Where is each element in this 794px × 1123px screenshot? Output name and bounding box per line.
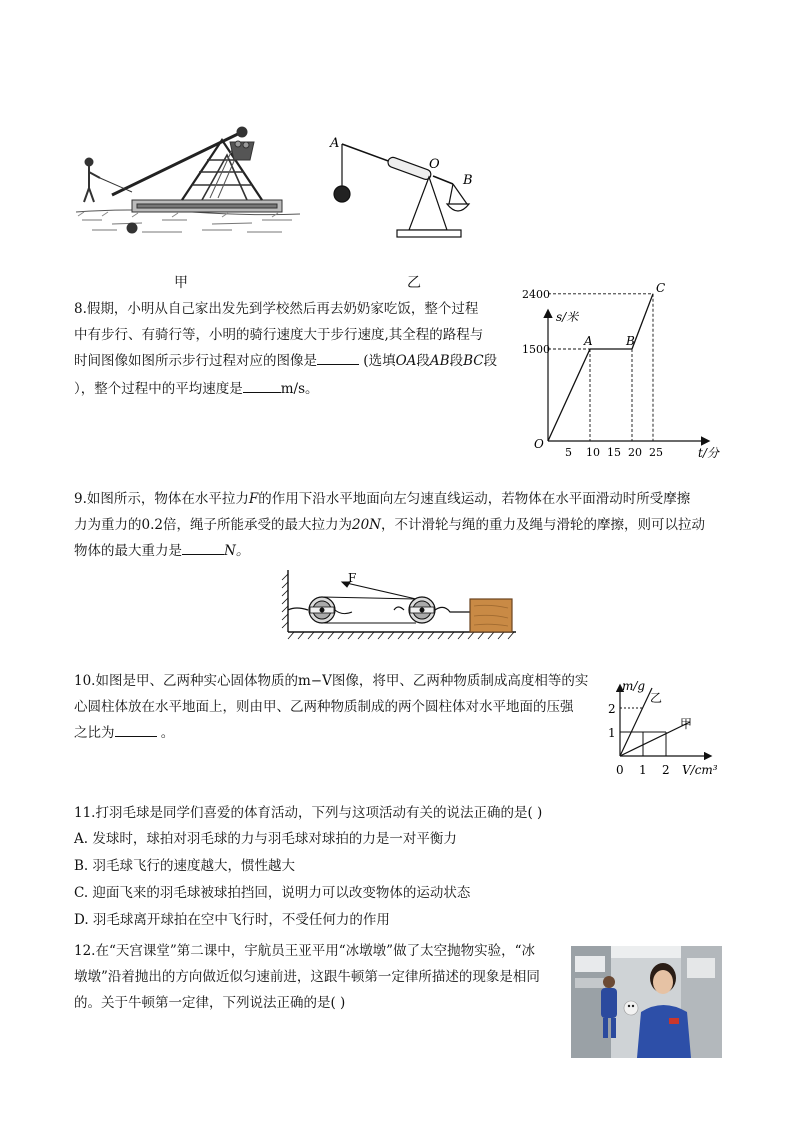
y-tick-label: 2400 [522,287,550,301]
pulley-diagram [280,568,520,644]
q12-line1: 12.在“天宫课堂”第二课中，宇航员王亚平用“冰墩墩”做了太空抛物实验，“冰 [74,943,535,959]
point-label: B [626,334,635,348]
label-b: B [463,173,473,188]
q12-line3: 的。关于牛顿第一定律，下列说法正确的是( ) [74,995,346,1011]
x-tick: 1 [639,763,647,777]
y-axis-title: s/米 [556,310,579,324]
q11-option-b[interactable]: B. 羽毛球飞行的速度越大，惯性越大 [74,858,296,874]
q11-stem: 11.打羽毛球是同学们喜爱的体育活动，下列与这项活动有关的说法正确的是( ) [74,805,543,821]
origin-label: O [534,437,544,451]
lever-diagram [325,132,480,244]
caption-yi: 乙 [407,275,421,291]
q10-line3: 之比为 。 [74,720,174,746]
series-segment [548,349,590,441]
answer-blank[interactable] [243,378,281,393]
answer-blank[interactable] [115,722,157,737]
x-tick-label: 25 [649,446,663,459]
x-axis-title: t/分 [698,446,719,460]
label-a: A [330,136,340,151]
x-axis-title: V/cm³ [682,763,718,777]
series-segment [632,294,653,349]
force-label: F [348,571,357,585]
x-tick: 2 [662,763,670,777]
point-label: A [584,334,593,348]
label-o: O [429,157,440,172]
q9-line3: 物体的最大重力是 N。 [74,538,249,564]
q8-line1: 8.假期，小明从自己家出发先到学校然后再去奶奶家吃饭，整个过程 [74,301,479,317]
caption-jia: 甲 [174,275,188,291]
q8-line3: 时间图像如图所示步行过程对应的图像是 (选填OA段AB段BC段 [74,348,497,374]
q11-option-a[interactable]: A. 发球时，球拍对羽毛球的力与羽毛球对球拍的力是一对平衡力 [74,831,457,847]
catapult-illustration [72,120,302,240]
y-axis-title: m/g [622,679,646,693]
answer-blank[interactable] [182,540,224,555]
q10-line1: 10.如图是甲、乙两种实心固体物质的m−V图像，将甲、乙两种物质制成高度相等的实 [74,673,589,689]
answer-blank[interactable] [317,350,359,365]
q11-option-d[interactable]: D. 羽毛球离开球拍在空中飞行时，不受任何力的作用 [74,912,390,928]
y-tick: 2 [608,702,616,716]
point-label: C [656,280,666,295]
q10-line2: 心圆柱体放在水平地面上，则由甲、乙两种物质制成的两个圆柱体对水平地面的压强 [74,699,574,715]
q12-line2: 墩墩”沿着抛出的方向做近似匀速前进，这跟牛顿第一定律所描述的现象是相同 [74,969,540,985]
mv-chart [598,672,728,780]
q8-line2: 中有步行、有骑行等，小明的骑行速度大于步行速度,其全程的路程与 [74,327,484,343]
space-station-photo [571,946,722,1058]
origin-label: 0 [616,763,624,777]
y-tick: 1 [608,726,616,740]
x-tick-label: 5 [565,446,572,459]
q9-line1: 9.如图所示，物体在水平拉力F的作用下沿水平地面向左匀速直线运动，若物体在水平面滑动时所受摩擦 [74,491,691,507]
label-jia: 甲 [680,717,693,731]
q9-line2: 力为重力的0.2倍，绳子所能承受的最大拉力为20N，不计滑轮与绳的重力及绳与滑轮的摩擦，则可以拉动 [74,517,705,533]
line-yi [620,688,652,756]
q8-line4: ），整个过程中的平均速度是 m/s。 [74,376,319,402]
st-chart [520,280,730,465]
q11-option-c[interactable]: C. 迎面飞来的羽毛球被球拍挡回，说明力可以改变物体的运动状态 [74,885,471,901]
x-tick-label: 20 [628,446,642,459]
label-yi: 乙 [650,691,663,705]
y-tick-label: 1500 [522,343,550,356]
x-tick-label: 10 [586,446,600,459]
x-tick-label: 15 [607,446,621,459]
